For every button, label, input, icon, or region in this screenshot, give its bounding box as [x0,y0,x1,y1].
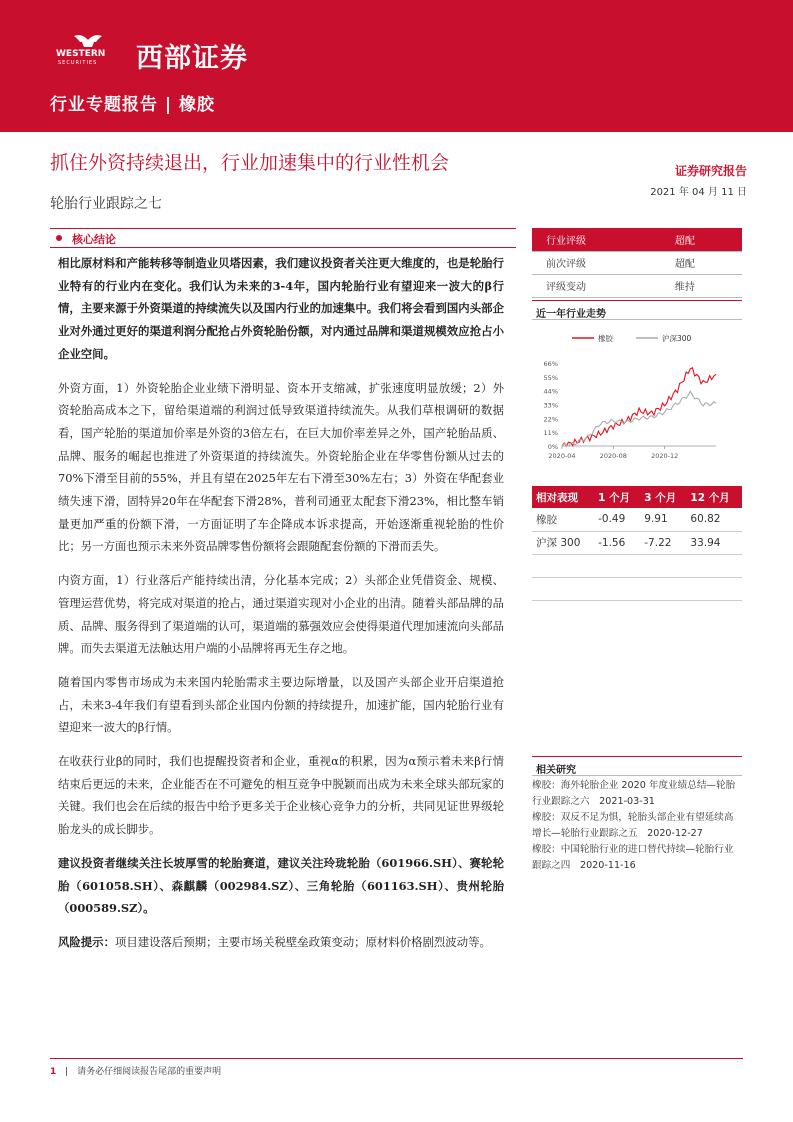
related-research-item[interactable]: 橡胶：双反不足为惧，轮胎头部企业有望延续高增长—轮胎行业跟踪之五 2020-12-27 [532,812,734,839]
risk-text: 项目建设落后预期；主要市场关税壁垒政策变动；原材料价格剧烈波动等。 [114,934,491,949]
report-type: 证券研究报告 [674,164,747,178]
page-number: 1 [50,1067,57,1077]
performance-cell: -0.49 [594,508,640,531]
report-header [0,0,793,132]
footer-separator: | [65,1067,69,1077]
rating-value: 超配 [674,235,695,247]
performance-blank-row [532,554,742,577]
page-title: 抓住外资持续退出，行业加速集中的行业性机会 [50,152,450,174]
performance-cell: 橡胶 [532,508,594,531]
performance-header: 3 个月 [640,486,686,508]
performance-cell: 33.94 [686,531,742,554]
rating-box [532,228,742,298]
trend-title: 近一年行业走势 [532,300,742,320]
y-tick-label: 44% [543,387,558,396]
conclusion-label: 核心结论 [72,233,116,246]
performance-header: 12 个月 [686,486,742,508]
footer-note: 请务必仔细阅读报告尾部的重要声明 [77,1067,222,1077]
series-line-rubber [562,368,716,446]
related-research-list [532,778,742,874]
rating-row [532,251,742,274]
logo-english-sub: SECURITIES [58,60,98,66]
body-paragraph: 随着国内零售市场成为未来国内轮胎需求主要边际增量，以及国产头部企业开启渠道抢占，未来3-4年我们有望看到头部企业国内份额的持续提升，加速扩能，国内轮胎行业有望迎来一波大的β行情。 [58,674,504,735]
rating-key: 前次评级 [546,259,586,270]
report-date: 2021 年 04 月 11 日 [650,187,747,198]
x-tick-label: 2020-12 [651,452,679,460]
performance-header-row [532,486,742,508]
body-paragraph: 内资方面，1）行业落后产能持续出清，分化基本完成；2）头部企业凭借资金、规模、管理运营优势，将完成对渠道的抢占，通过渠道实现对小企业的出清。随着头部品牌的品质、品牌、服务得到了渠道端的认可，渠道端的慕强效应会使得渠道代理加速流向头部品牌。而失去渠道无法触达用户端的小品牌将再无生存之地。 [58,573,504,656]
performance-blank-row [532,577,742,600]
rating-row [532,274,742,297]
body-paragraph: 相比原材料和产能转移等制造业贝塔因素，我们建议投资者关注更大维度的，也是轮胎行业特有的行业内在变化。我们认为未来的3-4年，国内轮胎行业有望迎来一波大的β行情，主要来源于外资渠道的持续流失以及国内行业的加速集中。我们将会看到国内头部企业对外通过更好的渠道利润分配抢占外资轮胎份额，对内通过品牌和渠道规模效应抢占小企业空间。 [58,256,504,361]
page-footer [50,1064,221,1077]
performance-cell: 60.82 [686,508,742,531]
related-research-item[interactable]: 橡胶：中国轮胎行业的进口替代持续—轮胎行业跟踪之四 2020-11-16 [532,844,734,871]
performance-row [532,508,742,531]
bullet-dot-icon [56,235,62,241]
performance-header: 相对表现 [532,486,594,508]
performance-cell: -7.22 [640,531,686,554]
footer-divider [50,1058,743,1059]
body-paragraph: 外资方面，1）外资轮胎企业业绩下滑明显、资本开支缩减，扩张速度明显放缓；2）外资轮胎高成本之下，留给渠道端的利润过低导致渠道持续流失。从我们草根调研的数据看，国产轮胎的渠道加价率是外资的3倍左右，在巨大加价率差异之外，国产轮胎品质、品牌、服务的崛起也推进了外资渠道的持续流失。外资轮胎企业在华零售份额从过去的70%下滑至目前的55%，并且有望在2025年左右下滑至30%左右；3）外资在华配套业绩失速下滑，固特异20年在华配套下滑28%，普利司通亚太配套下滑23%，相比整车销量更加严重的份额下滑，一方面证明了车企降成本诉求提高，开始逐渐重视轮胎的性价比；另一方面也预示未来外资品牌零售份额将会跟随配套份额的下滑而丢失。 [58,380,504,554]
x-tick-label: 2020-08 [599,452,627,460]
report-body [58,252,504,965]
y-tick-label: 66% [543,360,558,369]
body-paragraph: 建议投资者继续关注长坡厚雪的轮胎赛道，建议关注玲珑轮胎（601966.SH）、赛轮轮胎（601058.SH）、森麒麟（002984.SZ）、三角轮胎（601163.SH）、贵州轮胎（000589.SZ）。 [58,855,504,916]
y-tick-label: 33% [543,401,558,410]
risk-paragraph [58,931,504,954]
rating-row [532,228,742,251]
rating-key: 行业评级 [546,235,586,247]
rating-value: 维持 [674,282,695,293]
trend-chart [532,326,742,466]
performance-cell: 沪深 300 [532,531,594,554]
y-tick-label: 11% [543,429,558,438]
performance-cell: 9.91 [640,508,686,531]
performance-row [532,531,742,554]
risk-label: 风险提示： [58,934,115,949]
performance-header: 1 个月 [594,486,640,508]
body-paragraph: 在收获行业β的同时，我们也提醒投资者和企业，重视α的积累，因为α预示着未来β行情结束后更远的未来，企业能否在不可避免的相互竞争中脱颖而出成为未来全球头部玩家的关键。我们也会在后续的报告中给予更多关于企业核心竞争力的分析，共同见证世界级轮胎龙头的成长脚步。 [58,754,504,837]
y-tick-label: 22% [543,415,558,424]
rating-key: 评级变动 [546,282,586,293]
legend-label: 沪深300 [662,334,692,343]
rating-value: 超配 [674,259,695,270]
logo-english: WESTERN [56,49,106,59]
legend-label: 橡胶 [598,334,613,343]
related-research-item[interactable]: 橡胶：海外轮胎企业 2020 年度业绩总结—轮胎行业跟踪之六 2021-03-31 [532,780,736,807]
y-tick-label: 55% [543,373,558,382]
related-research-title: 相关研究 [532,756,742,776]
performance-table [532,486,742,601]
logo-chinese: 西部证券 [136,43,248,74]
rating-table [532,228,742,298]
series-line-csi300 [562,391,716,446]
y-tick-label: 0% [547,443,558,451]
report-category: 行业专题报告 | 橡胶 [50,95,216,115]
page-subtitle: 轮胎行业跟踪之七 [50,196,162,212]
x-tick-label: 2020-04 [548,452,576,460]
performance-cell: -1.56 [594,531,640,554]
conclusion-heading [50,228,516,248]
